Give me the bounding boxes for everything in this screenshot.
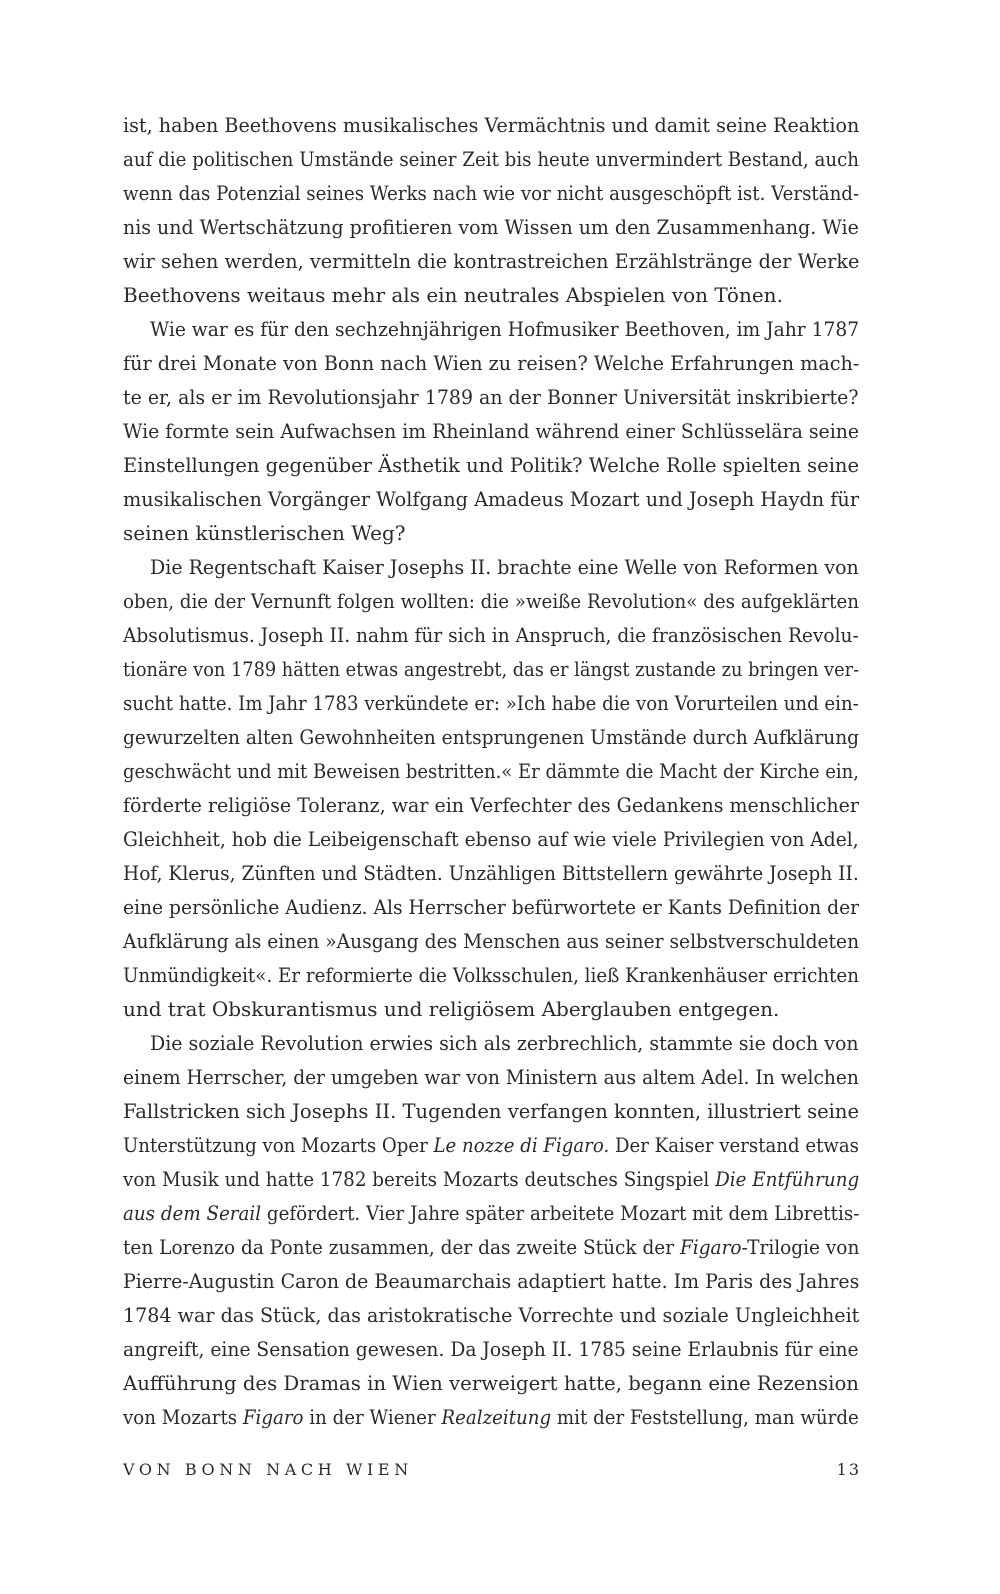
text-segment: 1784 war das Stück, das aristokratische Vorrechte und soziale Ungleichheit [123,1303,860,1327]
text-segment: ten Lorenzo da Ponte zusammen, der das zweite Stück der [123,1235,680,1259]
text-line [123,1298,859,1332]
text-line [123,448,859,482]
running-head: VON BONN NACH WIEN [123,1460,413,1479]
text-segment: Fallstricken sich Josephs II. Tugenden verfangen konnten, illustriert seine [123,1099,860,1123]
text-segment: Unterstützung von Mozarts Oper [123,1133,434,1157]
text-line [123,1196,859,1230]
text-line [123,244,859,278]
text-segment: Gleichheit, hob die Leibeigenschaft ebenso auf wie viele Privilegien von Adel, [123,827,859,851]
text-line [123,618,859,652]
text-segment: und trat Obskurantismus und religiösem Aberglauben entgegen. [123,997,780,1021]
text-segment: seinen künstlerischen Weg? [123,521,406,545]
text-segment: te er, als er im Revolutionsjahr 1789 an der Bonner Universität inskribierte? [123,385,859,409]
text-line [123,176,859,210]
text-segment: mit der Feststellung, man würde [551,1405,859,1429]
text-line [123,992,779,1026]
text-segment: Die soziale Revolution erwies sich als zerbrechlich, stammte sie doch von [150,1031,859,1055]
text-segment: oben, die der Vernunft folgen wollten: die »weiße Revolution« des aufgeklärten [123,589,860,613]
text-line [123,108,859,142]
text-segment: Wie formte sein Aufwachsen im Rheinland während einer Schlüsselära seine [123,419,860,443]
text-line [123,788,859,822]
text-line [123,142,859,176]
text-segment: in der Wiener [303,1405,442,1429]
text-line [150,1026,859,1060]
text-segment: -Trilogie von [741,1235,860,1259]
text-line [123,1332,859,1366]
text-segment: Der Kaiser verstand etwas [609,1133,859,1157]
text-segment: für drei Monate von Bonn nach Wien zu reisen? Welche Erfahrungen mach- [123,351,860,375]
text-line [123,856,859,890]
text-line [123,584,859,618]
text-line [123,822,859,856]
text-line [123,278,783,312]
text-segment: Absolutismus. Joseph II. nahm für sich in Anspruch, die französischen Revolu- [123,623,859,647]
text-line [123,380,859,414]
text-segment: Einstellungen gegenüber Ästhetik und Politik? Welche Rolle spielten seine [123,453,859,477]
italic-title: Le nozze di Figaro. [433,1133,610,1157]
text-line [123,482,859,516]
text-segment: geschwächt und mit Beweisen bestritten.« Er dämmte die Macht der Kirche ein, [123,759,859,783]
text-segment: ist, haben Beethovens musikalisches Vermächtnis und damit seine Reaktion [123,113,860,137]
text-line [123,652,859,686]
text-segment: Aufklärung als einen »Ausgang des Menschen aus seiner selbstverschuldeten [123,929,860,953]
text-segment: gefördert. Vier Jahre später arbeitete Mozart mit dem Librettis- [261,1201,860,1225]
text-line [123,346,859,380]
text-segment: Die Regentschaft Kaiser Josephs II. brachte eine Welle von Reformen von [150,555,859,579]
text-segment: tionäre von 1789 hätten etwas angestrebt, das er längst zustande zu bringen ver- [123,657,860,681]
text-segment: Unmündigkeit«. Er reformierte die Volksschulen, ließ Krankenhäuser errichten [123,963,859,987]
text-segment: wenn das Potenzial seines Werks nach wie vor nicht ausgeschöpft ist. Verständ- [123,181,860,205]
text-line [123,1128,859,1162]
text-line [150,312,859,346]
text-segment: von Mozarts [123,1405,243,1429]
text-segment: Pierre-Augustin Caron de Beaumarchais adaptiert hatte. Im Paris des Jahres [123,1269,860,1293]
italic-title: Figaro [242,1405,304,1429]
text-segment: nis und Wertschätzung profitieren vom Wissen um den Zusammenhang. Wie [123,215,859,239]
text-line [123,1230,859,1264]
text-line [123,686,859,720]
text-line [123,890,859,924]
italic-title: Die Entführung [715,1167,860,1191]
text-segment: Aufführung des Dramas in Wien verweigert hatte, begann eine Rezension [123,1371,859,1395]
text-line [123,516,406,550]
text-line [123,1400,859,1434]
text-line [150,550,859,584]
text-line [123,958,859,992]
text-line [123,1264,859,1298]
text-line [123,210,859,244]
text-line [123,1366,859,1400]
text-segment: gewurzelten alten Gewohnheiten entsprungenen Umstände durch Aufklärung [123,725,860,749]
text-segment: musikalischen Vorgänger Wolfgang Amadeus Mozart und Joseph Haydn für [123,487,860,511]
text-line [123,720,859,754]
italic-title: aus dem Serail [123,1201,262,1225]
page-number: 13 [836,1460,861,1479]
text-segment: sucht hatte. Im Jahr 1783 verkündete er: »Ich habe die von Vorurteilen und ein- [123,691,859,715]
text-segment: einem Herrscher, der umgeben war von Ministern aus altem Adel. In welchen [123,1065,859,1089]
text-segment: angreift, eine Sensation gewesen. Da Joseph II. 1785 seine Erlaubnis für eine [123,1337,859,1361]
text-line [123,754,859,788]
text-segment: wir sehen werden, vermitteln die kontrastreichen Erzählstränge der Werke [123,249,860,273]
text-line [123,1060,859,1094]
text-segment: Beethovens weitaus mehr als ein neutrales Abspielen von Tönen. [123,283,783,307]
text-segment: Wie war es für den sechzehnjährigen Hofmusiker Beethoven, im Jahr 1787 [150,317,860,341]
text-segment: eine persönliche Audienz. Als Herrscher befürwortete er Kants Definition der [123,895,860,919]
text-line [123,414,859,448]
text-segment: Hof, Klerus, Zünften und Städten. Unzähligen Bittstellern gewährte Joseph II. [123,861,859,885]
text-segment: förderte religiöse Toleranz, war ein Verfechter des Gedankens menschlicher [123,793,859,817]
text-segment: auf die politischen Umstände seiner Zeit bis heute unvermindert Bestand, auch [123,147,860,171]
text-line [123,1094,859,1128]
text-segment: von Musik und hatte 1782 bereits Mozarts deutsches Singspiel [123,1167,716,1191]
italic-title: Realzeitung [441,1405,552,1429]
italic-title: Figaro [679,1235,742,1259]
text-line [123,1162,859,1196]
text-line [123,924,859,958]
